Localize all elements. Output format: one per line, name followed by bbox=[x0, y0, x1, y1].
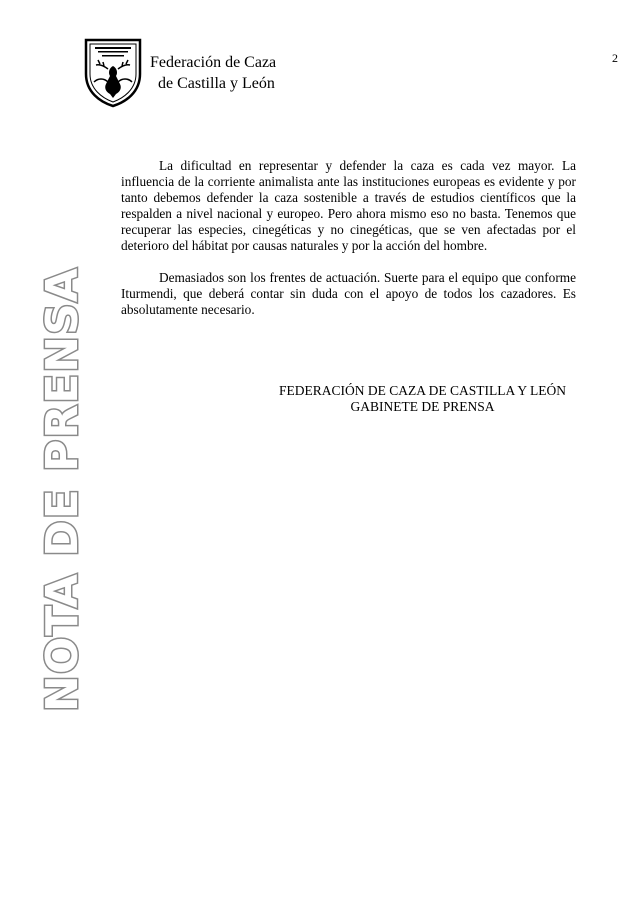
body-paragraph-1: La dificultad en representar y defender la caza es cada vez mayor. La influencia de la corriente animalista ante las instituciones europeas es evidente y por tanto debemos defender la caza sostenible a través de estudios científicos que la respalden a nivel nacional y europeo. Pero ahora mismo eso no basta. Tenemos que recuperar las especies, cinegéticas y no cinegéticas, que se ven afectadas por el deterioro del hábitat por causas naturales y por la acción del hombre. bbox=[121, 158, 576, 253]
organization-name bbox=[150, 52, 276, 94]
organization-name-line2: de Castilla y León bbox=[158, 75, 275, 92]
signature-line-2: GABINETE DE PRENSA bbox=[350, 399, 495, 414]
signature-line-1: FEDERACIÓN DE CAZA DE CASTILLA Y LEÓN bbox=[279, 383, 566, 398]
body-paragraph-2: Demasiados son los frentes de actuación. Suerte para el equipo que conforme Iturmendi, que deberá contar sin duda con el apoyo de todos los cazadores. Es absolutamente necesario. bbox=[121, 270, 576, 317]
organization-name-line1: Federación de Caza bbox=[150, 54, 277, 71]
page-number: 2 bbox=[612, 51, 618, 65]
signature-block bbox=[250, 383, 595, 415]
press-release-side-label: NOTA DE PRENSA bbox=[37, 267, 88, 712]
federation-logo bbox=[82, 36, 144, 108]
hunting-federation-crest-icon bbox=[82, 36, 144, 108]
press-release-body bbox=[121, 158, 576, 334]
